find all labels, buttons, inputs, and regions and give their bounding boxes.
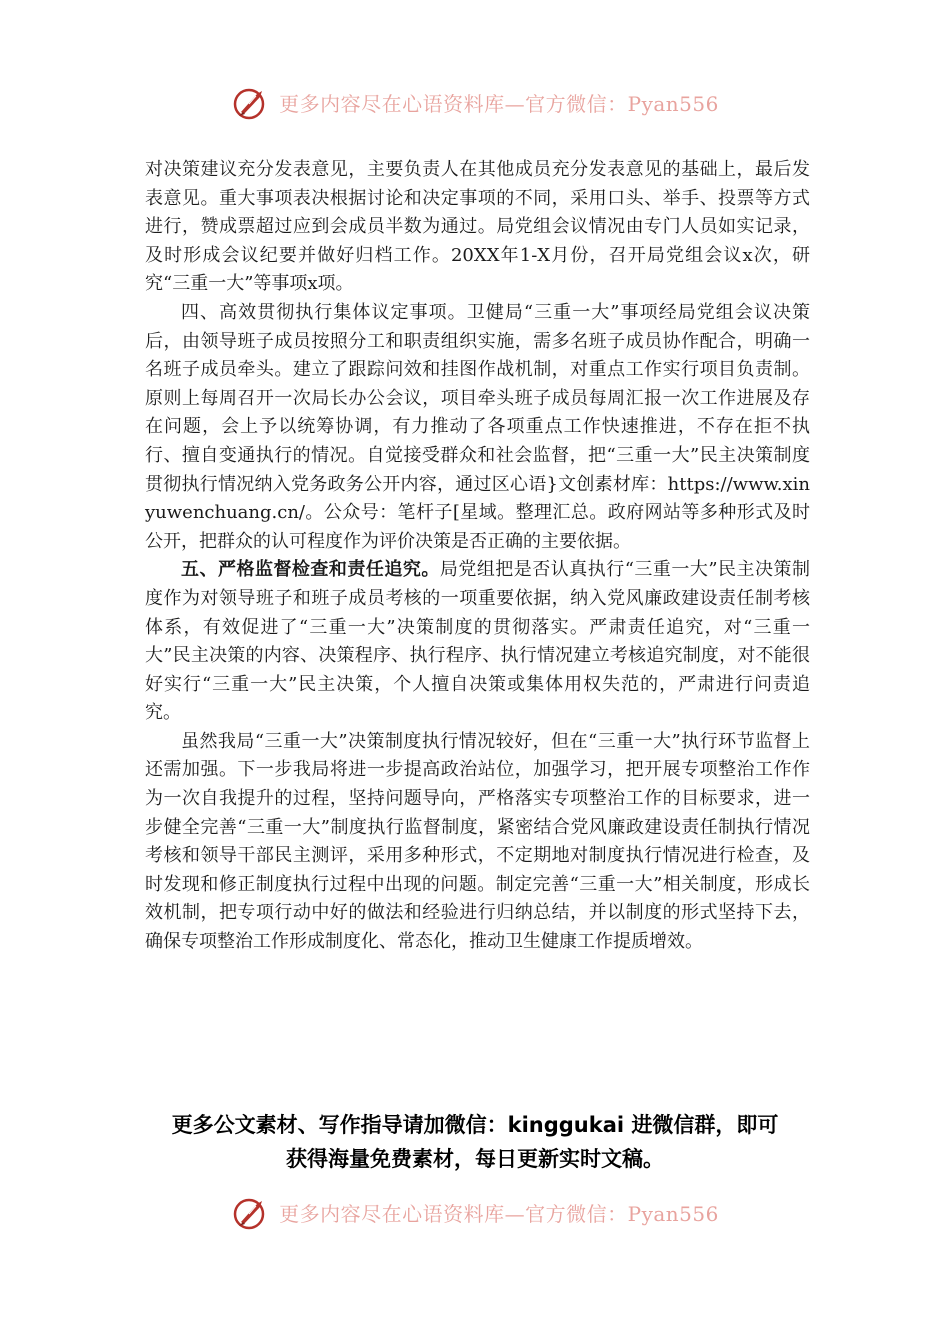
section-heading: 五、严格监督检查和责任追究。 xyxy=(181,559,440,581)
footer-note-line-2: 获得海量免费素材，每日更新实时文稿。 xyxy=(286,1147,664,1171)
document-body xyxy=(145,156,810,957)
header-banner-text: 更多内容尽在心语资料库—官方微信：Pyan556 xyxy=(279,91,719,116)
footer-banner-text: 更多内容尽在心语资料库—官方微信：Pyan556 xyxy=(279,1201,719,1226)
paragraph-4: 虽然我局“三重一大”决策制度执行情况较好，但在“三重一大”执行环节监督上还需加强。下一步我局将进一步提高政治站位，加强学习，把开展专项整治工作作为一次自我提升的过程，坚持问题导向，严格落实专项整治工作的目标要求，进一步健全完善“三重一大”制度执行监督制度，紧密结合党风廉政建设责任制执行情况考核和领导干部民主测评，采用多种形式，不定期地对制度执行情况进行检查，及时发现和修正制度执行过程中出现的问题。制定完善“三重一大”相关制度，形成长效机制，把专项行动中好的做法和经验进行归纳总结，并以制度的形式坚持下去，确保专项整治工作形成制度化、常态化，推动卫生健康工作提质增效。 xyxy=(145,730,810,953)
paragraph-1: 对决策建议充分发表意见，主要负责人在其他成员充分发表意见的基础上，最后发表意见。重大事项表决根据讨论和决定事项的不同，采用口头、举手、投票等方式进行，赞成票超过应到会成员半数为通过。局党组会议情况由专门人员如实记录，及时形成会议纪要并做好归档工作。20XX年1-X月份，召开局党组会议x次，研究“三重一大”等事项x项。 xyxy=(145,159,810,295)
paragraph-2: 四、高效贯彻执行集体议定事项。卫健局“三重一大”事项经局党组会议决策后，由领导班子成员按照分工和职责组织实施，需多名班子成员协作配合，明确一名班子成员牵头。建立了跟踪问效和挂图作战机制，对重点工作实行项目负责制。原则上每周召开一次局长办公会议，项目牵头班子成员每周汇报一次工作进展及存在问题，会上予以统筹协调，有力推动了各项重点工作快速推进，不存在拒不执行、擅自变通执行的情况。自觉接受群众和社会监督，把“三重一大”民主决策制度贯彻执行情况纳入党务政务公开内容，通过区心语}文创素材库：https://www.xinyuwenchuang.cn/。公众号：笔杆子[星域。整理汇总。政府网站等多种形式及时公开，把群众的认可程度作为评价决策是否正确的主要依据。 xyxy=(145,301,810,552)
footer-banner xyxy=(0,1190,950,1234)
paragraph-3 xyxy=(145,556,810,728)
paragraph-3-text: 局党组把是否认真执行“三重一大”民主决策制度作为对领导班子和班子成员考核的一项重要依据，纳入党风廉政建设责任制考核体系，有效促进了“三重一大”决策制度的贯彻落实。严肃责任追究，对“三重一大”民主决策的内容、决策程序、执行程序、执行情况建立考核追究制度，对不能很好实行“三重一大”民主决策，个人擅自决策或集体用权失范的，严肃进行问责追究。 xyxy=(145,559,811,724)
fountain-pen-logo-icon xyxy=(231,1192,271,1232)
header-banner xyxy=(0,80,950,124)
footer-note-line-1: 更多公文素材、写作指导请加微信：kinggukai 进微信群，即可 xyxy=(171,1113,779,1137)
footer-note xyxy=(0,1108,950,1176)
fountain-pen-logo-icon xyxy=(231,82,271,122)
